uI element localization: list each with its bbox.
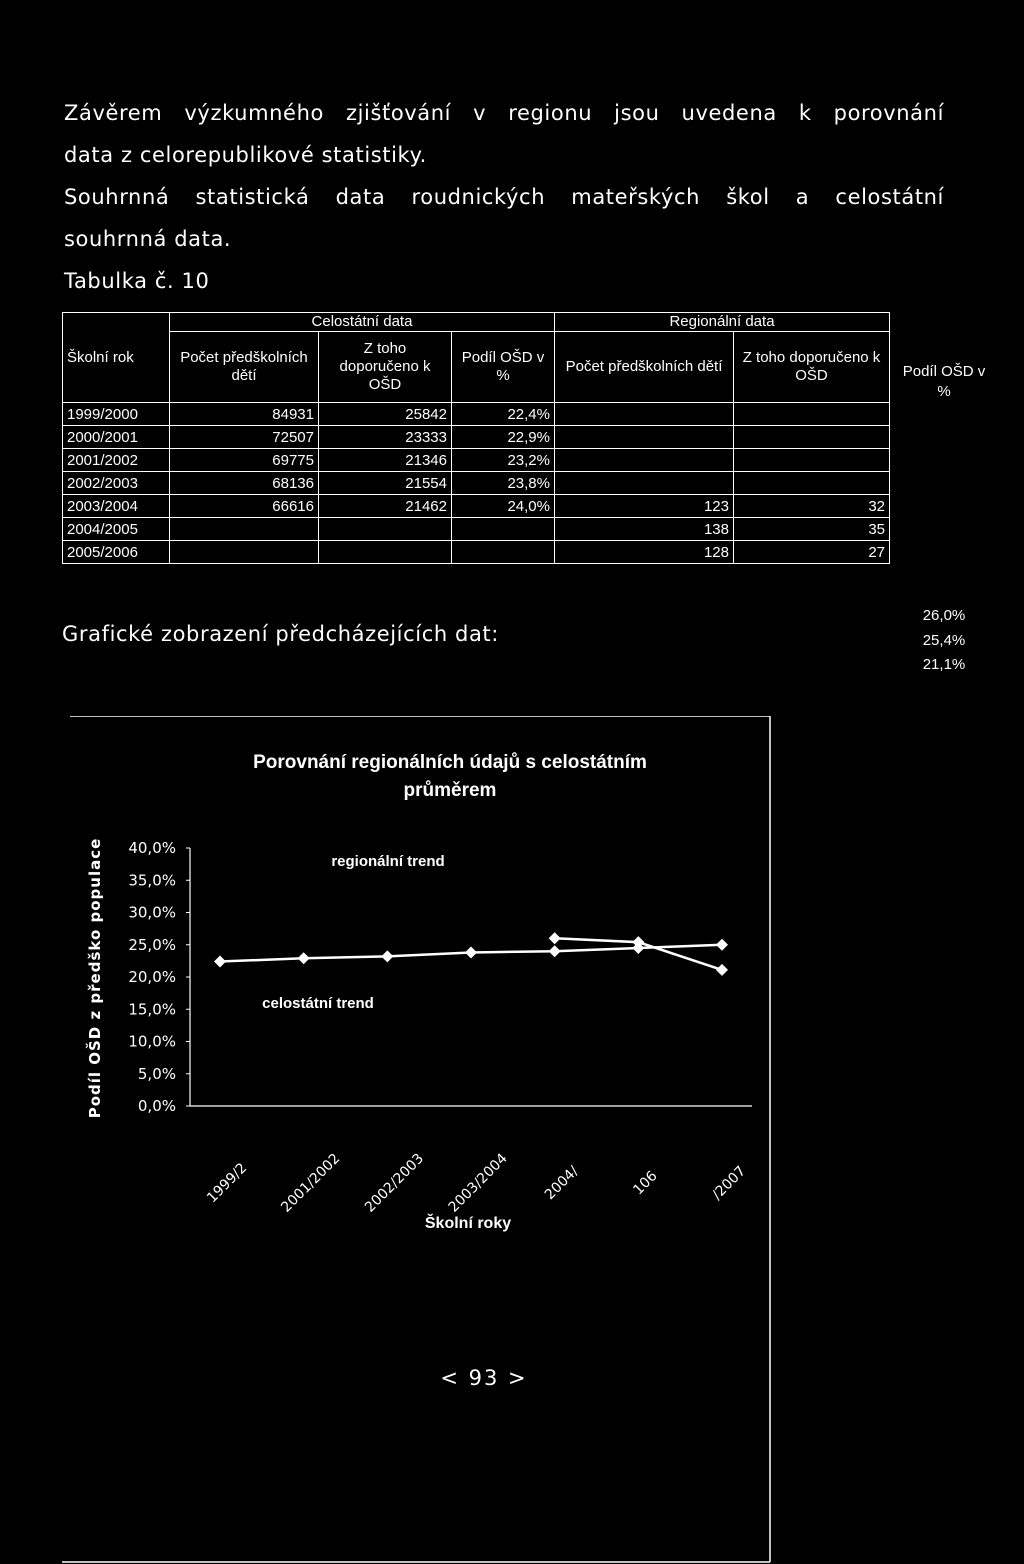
cell-recommended: 21554	[319, 472, 452, 495]
y-tick-label: 30,0%	[128, 903, 176, 922]
cell-recommended: 25842	[319, 403, 452, 426]
header-regional-child-count: Počet předškolních dětí	[555, 332, 734, 403]
cell-year: 2000/2001	[63, 426, 170, 449]
header-child-count: Počet předškolních dětí	[170, 332, 319, 403]
table-row	[63, 449, 890, 472]
y-tick-label: 5,0%	[137, 1064, 176, 1083]
x-tick-label: 106	[630, 1168, 661, 1199]
annotation-regional-trend: regionální trend	[331, 853, 445, 870]
cell-share	[452, 518, 555, 541]
cell-child-count: 84931	[170, 403, 319, 426]
data-point	[381, 950, 393, 962]
intro-line: Závěrem výzkumného zjišťování v regionu jsou uvedena k porovnání	[64, 101, 944, 125]
x-tick-label: 2002/2003	[361, 1150, 428, 1216]
cell-regional-child-count	[555, 449, 734, 472]
y-tick-label: 20,0%	[128, 968, 176, 986]
cell-year: 2005/2006	[63, 541, 170, 564]
cell-regional-recommended	[734, 403, 890, 426]
y-tick-label: 40,0%	[128, 839, 176, 857]
table-column-header	[63, 332, 890, 403]
comparison-chart	[62, 716, 772, 1564]
cell-recommended	[319, 518, 452, 541]
table-row	[63, 403, 890, 426]
cell-recommended: 21462	[319, 495, 452, 518]
table-group-header	[63, 313, 890, 332]
cell-recommended: 21346	[319, 449, 452, 472]
cell-recommended: 23333	[319, 426, 452, 449]
data-point	[716, 964, 728, 976]
header-regional-share: Podíl OŠD v %	[902, 363, 986, 400]
cell-recommended	[319, 541, 452, 564]
cell-child-count: 68136	[170, 472, 319, 495]
cell-year: 2002/2003	[63, 472, 170, 495]
cell-regional-share: 21,1%	[922, 656, 966, 673]
cell-child-count: 69775	[170, 449, 319, 472]
x-tick-label: 2001/2002	[278, 1150, 344, 1216]
intro-line: souhrnná data.	[64, 227, 232, 251]
cell-year: 2003/2004	[63, 495, 170, 518]
table-row	[63, 472, 890, 495]
cell-regional-child-count: 123	[555, 495, 734, 518]
header-recommended: Z toho doporučeno k OŠD	[319, 332, 452, 403]
cell-regional-recommended: 27	[734, 541, 890, 564]
y-tick-label: 25,0%	[128, 935, 176, 954]
x-tick-label: 1999/2	[204, 1160, 251, 1207]
table-row	[63, 495, 890, 518]
x-axis-label: Školní roky	[424, 1215, 512, 1232]
header-regional-recommended: Z toho doporučeno k OŠD	[734, 332, 890, 403]
y-tick-label: 10,0%	[128, 1032, 176, 1051]
data-point	[298, 952, 310, 964]
cell-share: 23,8%	[452, 472, 555, 495]
page-number: < 93 >	[440, 1366, 528, 1390]
y-tick-label: 35,0%	[128, 871, 176, 890]
table-row	[63, 426, 890, 449]
cell-regional-recommended	[734, 472, 890, 495]
cell-share: 22,4%	[452, 403, 555, 426]
cell-year: 2004/2005	[63, 518, 170, 541]
statistics-table	[62, 312, 890, 564]
cell-regional-share: 25,4%	[922, 631, 966, 649]
data-point	[465, 946, 477, 958]
chart-title: Porovnání regionálních údajů s celostátním průměrem	[253, 752, 647, 801]
cell-regional-child-count	[555, 403, 734, 426]
cell-child-count: 66616	[170, 495, 319, 518]
intro-text	[64, 92, 944, 302]
cell-regional-child-count: 138	[555, 518, 734, 541]
header-share: Podíl OŠD v %	[452, 332, 555, 403]
header-school-year: Školní rok	[63, 313, 170, 403]
table-caption: Tabulka č. 10	[64, 269, 210, 293]
cell-share	[452, 541, 555, 564]
header-regional-data: Regionální data	[555, 313, 890, 332]
cell-child-count: 72507	[170, 426, 319, 449]
cell-year: 2001/2002	[63, 449, 170, 472]
data-point	[716, 939, 728, 951]
x-tick-label: 2003/2004	[445, 1150, 511, 1216]
intro-line: Souhrnná statistická data roudnických mateřských škol a celostátní	[64, 185, 944, 209]
table-row	[63, 541, 890, 564]
y-tick-label: 0,0%	[137, 1097, 176, 1115]
cell-regional-recommended: 35	[734, 518, 890, 541]
cell-regional-child-count: 128	[555, 541, 734, 564]
table-row	[63, 518, 890, 541]
x-tick-label: /2007	[709, 1163, 750, 1204]
intro-line: data z celorepublikové statistiky.	[64, 143, 427, 167]
cell-regional-child-count	[555, 426, 734, 449]
x-tick-label: 2004/	[541, 1163, 582, 1204]
data-point	[549, 945, 561, 957]
cell-regional-recommended	[734, 426, 890, 449]
cell-regional-share: 26,0%	[922, 607, 966, 624]
data-point	[214, 956, 226, 968]
cell-share: 23,2%	[452, 449, 555, 472]
cell-child-count	[170, 541, 319, 564]
y-axis-label: Podíl OŠD z předško populace	[86, 837, 104, 1119]
y-tick-label: 15,0%	[128, 1000, 176, 1019]
cell-regional-recommended: 32	[734, 495, 890, 518]
cell-child-count	[170, 518, 319, 541]
header-national-data: Celostátní data	[170, 313, 555, 332]
cell-regional-recommended	[734, 449, 890, 472]
data-point	[549, 932, 561, 944]
cell-year: 1999/2000	[63, 403, 170, 426]
cell-share: 22,9%	[452, 426, 555, 449]
annotation-national-trend: celostátní trend	[262, 995, 374, 1012]
cell-regional-child-count	[555, 472, 734, 495]
graph-heading: Grafické zobrazení předcházejících dat:	[62, 622, 499, 646]
cell-share: 24,0%	[452, 495, 555, 518]
